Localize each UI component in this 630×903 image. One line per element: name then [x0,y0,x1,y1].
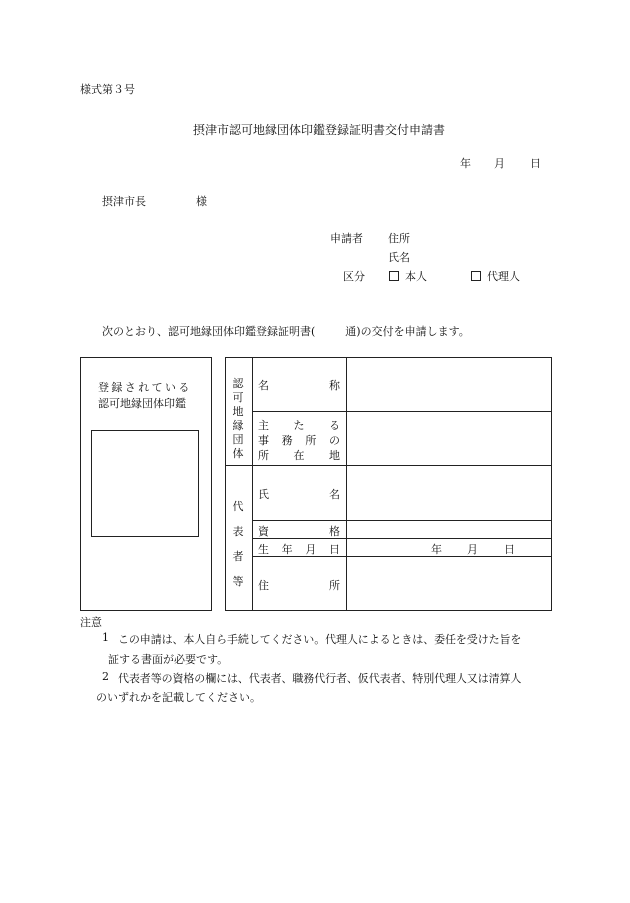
birthdate-field[interactable] [347,539,551,555]
self-checkbox[interactable] [389,271,399,281]
rep-side-label: 代 表 者 等 [232,500,244,588]
applicant-name-label: 氏名 [388,251,410,264]
office-label-line3: 所 在 地 [258,449,340,462]
agent-option-label: 代理人 [487,270,520,283]
seal-stamp-area[interactable] [91,430,199,537]
office-label-line2: 事 務 所 の [258,434,340,447]
qualification-label: 資 格 [258,525,340,538]
request-text-after: 通)の交付を申請します。 [345,325,470,338]
rep-address-field[interactable] [347,557,551,610]
birthdate-label: 生 年 月 日 [258,543,340,556]
qualification-field[interactable] [347,521,551,537]
page-title: 摂津市認可地縁団体印鑑登録証明書交付申請書 [193,123,446,137]
form-number: 様式第３号 [80,83,135,96]
office-label-line1: 主 た る [258,419,340,432]
note-2-number: 2 [102,670,109,683]
note-1-line2: 証する書面が必要です。 [108,653,229,666]
birth-day-label: 日 [504,543,515,556]
addressee-name: 摂津市長 [102,195,146,208]
birth-month-label: 月 [467,543,478,556]
applicant-address-label: 住所 [388,232,410,245]
agent-checkbox[interactable] [471,271,481,281]
group-side-label: 認 可 地 縁 団 体 [232,377,244,460]
group-name-label: 名 称 [258,379,340,392]
note-1-line1: この申請は、本人自ら手続してください。代理人によるときは、委任を受けた旨を [118,633,522,646]
rep-address-label: 住 所 [258,579,340,592]
self-option-label: 本人 [405,270,427,283]
classification-label: 区分 [343,270,365,283]
classification-self[interactable] [389,268,427,284]
note-1-number: 1 [102,631,109,644]
addressee-honorific: 様 [196,195,207,208]
request-text [102,323,470,339]
group-name-field[interactable] [347,358,551,410]
note-2-line1: 代表者等の資格の欄には、代表者、職務代行者、仮代表者、特別代理人又は清算人 [118,672,522,685]
seal-label-line1: 登録されている [98,381,192,394]
rep-name-label: 氏 名 [258,488,340,501]
rep-name-field[interactable] [347,466,551,519]
date-month-label: 月 [494,157,505,170]
request-text-before: 次のとおり、認可地縁団体印鑑登録証明書( [102,325,316,338]
applicant-label: 申請者 [330,232,363,245]
date-day-label: 日 [530,157,541,170]
birth-year-label: 年 [431,543,442,556]
classification-agent[interactable] [471,268,520,284]
notes-heading: 注意 [80,616,102,629]
note-2-line2: のいずれかを記載してください。 [96,691,261,704]
office-address-field[interactable] [347,412,551,464]
date-year-label: 年 [460,157,471,170]
seal-label-line2: 認可地縁団体印鑑 [98,397,186,410]
